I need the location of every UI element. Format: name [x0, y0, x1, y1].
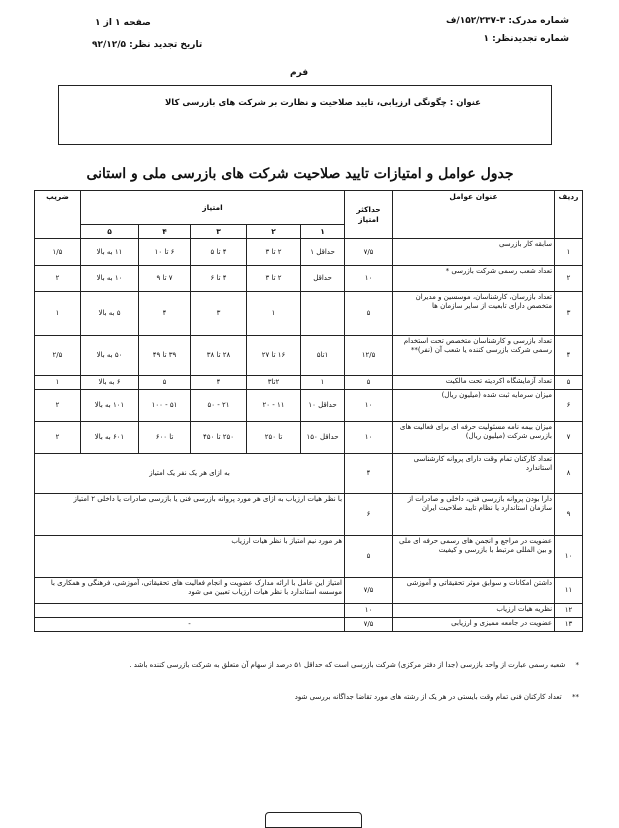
factor-title: تعداد آزمایشگاه اکردیته تحت مالکیت: [393, 376, 555, 390]
coefficient: ۲: [35, 390, 81, 422]
factor-title: عضویت در مراجع و انجمن های رسمی حرفه ای ملی و بین المللی مرتبط با بازرسی و کیفیت: [393, 536, 555, 578]
level-4-cell: ۷ تا ۹: [139, 266, 191, 292]
header-coefficient: ضریب: [35, 191, 81, 239]
coefficient: ۱: [35, 376, 81, 390]
subject-box: [58, 85, 552, 145]
header-level-1: ۱: [301, 225, 345, 239]
table-row: [35, 604, 583, 618]
level-2-cell: ۱۱ - ۲۰: [247, 390, 301, 422]
level-3-cell: ۲۵۰ تا ۴۵۰: [191, 422, 247, 454]
table-row: [35, 422, 583, 454]
level-1-cell: ۱تا۵: [301, 336, 345, 376]
level-5-cell: ۵۰ به بالا: [81, 336, 139, 376]
doc-number: شماره مدرک: ۳-۱۵۲/۲۳۷/ف: [445, 16, 569, 26]
factor-title: عضویت در جامعه ممیزی و ارزیابی: [393, 618, 555, 632]
level-2-cell: تا ۲۵۰: [247, 422, 301, 454]
level-4-cell: تا ۶۰۰: [139, 422, 191, 454]
level-3-cell: ۴ تا ۵: [191, 239, 247, 266]
level-1-cell: حداقل: [301, 266, 345, 292]
table-row: [35, 390, 583, 422]
factor-title: داشتن امکانات و سوابق موثر تحقیقاتی و آموزشی: [393, 578, 555, 604]
level-4-cell: ۶ تا ۱۰: [139, 239, 191, 266]
row-no: ۱۳: [555, 618, 583, 632]
level-2-cell: ۱: [247, 292, 301, 336]
level-5-cell: ۶ به بالا: [81, 376, 139, 390]
form-label: فرم: [290, 68, 309, 78]
table-row: [35, 292, 583, 336]
footnote-mark: *: [575, 661, 579, 669]
row-no: ۱۲: [555, 604, 583, 618]
table-row: [35, 578, 583, 604]
level-3-cell: ۲۸ تا ۳۸: [191, 336, 247, 376]
revision-date: تاریخ تجدید نظر: ۹۲/۱۲/۵: [92, 40, 203, 50]
factor-title: دارا بودن پروانه بازرسی فنی، داخلی و صادرات از سازمان استاندارد یا نظام تایید صلاحیت ایران: [393, 494, 555, 536]
row-no: ۱۱: [555, 578, 583, 604]
level-2-cell: ۱۶ تا ۲۷: [247, 336, 301, 376]
level-3-cell: ۲۱ - ۵۰: [191, 390, 247, 422]
table-row: [35, 336, 583, 376]
header-level-2: ۲: [247, 225, 301, 239]
header-factor: عنوان عوامل: [393, 191, 555, 239]
header-level-3: ۳: [191, 225, 247, 239]
coefficient: ۲: [35, 422, 81, 454]
row-no: ۱: [555, 239, 583, 266]
factor-title: تعداد کارکنان تمام وقت دارای پروانه کارشناسی استاندارد: [393, 454, 555, 494]
max-score: ۷/۵: [345, 239, 393, 266]
row-no: ۶: [555, 390, 583, 422]
level-4-cell: ۴: [139, 292, 191, 336]
coefficient: ۲/۵: [35, 336, 81, 376]
header-max-score: حداکثر امتیاز: [345, 191, 393, 239]
max-score: ۱۰: [345, 390, 393, 422]
score-note: هر مورد نیم امتیاز با نظر هیات ارزیاب: [35, 536, 345, 578]
max-score: ۱۰: [345, 266, 393, 292]
max-score: ۶: [345, 494, 393, 536]
row-no: ۹: [555, 494, 583, 536]
level-4-cell: ۵۱ - ۱۰۰: [139, 390, 191, 422]
table-row: [35, 239, 583, 266]
row-no: ۱۰: [555, 536, 583, 578]
header-score: امتیاز: [81, 191, 345, 225]
max-score: ۱۰: [345, 422, 393, 454]
level-5-cell: ۶۰۱ به بالا: [81, 422, 139, 454]
factor-title: سابقه کار بازرسی: [393, 239, 555, 266]
page-number: صفحه ۱ از ۱: [95, 18, 151, 28]
max-score: ۵: [345, 292, 393, 336]
max-score: ۷/۵: [345, 578, 393, 604]
level-1-cell: حداقل ۱۰: [301, 390, 345, 422]
table-row: [35, 376, 583, 390]
factor-title: تعداد شعب رسمی شرکت بازرسی *: [393, 266, 555, 292]
level-5-cell: ۱۰ به بالا: [81, 266, 139, 292]
row-no: ۲: [555, 266, 583, 292]
header-level-5: ۵: [81, 225, 139, 239]
table-row: [35, 618, 583, 632]
level-1-cell: حداقل ۱: [301, 239, 345, 266]
level-5-cell: ۱۱ به بالا: [81, 239, 139, 266]
footnote-text: شعبه رسمی عبارت از واحد بازرسی (جدا از دفتر مرکزی) شرکت بازرسی است که حداقل ۵۱ درصد از سهام آن متعلق به شرکت بازرسی کننده باشد .: [129, 661, 566, 669]
row-no: ۸: [555, 454, 583, 494]
factor-title: تعداد بازرسان، کارشناسان، موسسین و مدیران متخصص دارای تابعیت از سایر سازمان ها: [393, 292, 555, 336]
level-3-cell: ۴ تا ۶: [191, 266, 247, 292]
factor-title: میزان سرمایه ثبت شده (میلیون ریال): [393, 390, 555, 422]
score-note: [35, 604, 345, 618]
table-row: [35, 536, 583, 578]
revision-number: شماره تجدیدنظر: ۱: [483, 34, 569, 44]
row-no: ۵: [555, 376, 583, 390]
level-2-cell: ۲ تا ۳: [247, 266, 301, 292]
table-row: [35, 494, 583, 536]
level-2-cell: ۲ تا ۳: [247, 239, 301, 266]
footnote-mark: **: [572, 693, 579, 701]
coefficient: ۲: [35, 266, 81, 292]
max-score: ۱۰: [345, 604, 393, 618]
max-score: ۴: [345, 454, 393, 494]
subject-text: عنوان : چگونگی ارزیابی، تایید صلاحیت و نظارت بر شرکت های بازرسی کالا: [164, 98, 481, 108]
level-5-cell: ۵ به بالا: [81, 292, 139, 336]
row-no: ۴: [555, 336, 583, 376]
footnote-1: [60, 660, 579, 671]
row-no: ۷: [555, 422, 583, 454]
factor-title: میزان بیمه نامه مسئولیت حرفه ای برای فعالیت های بازرسی شرکت (میلیون ریال): [393, 422, 555, 454]
footnote-2: [60, 692, 579, 703]
page-bottom-tab: [265, 812, 362, 828]
score-note: با نظر هیات ارزیاب به ازای هر مورد پروانه بازرسی فنی یا بازرسی صادرات یا داخلی ۲ امتیاز: [35, 494, 345, 536]
header-row-no: ردیف: [555, 191, 583, 239]
factor-title: نظریه هیات ارزیاب: [393, 604, 555, 618]
main-title: جدول عوامل و امتیازات تایید صلاحیت شرکت های بازرسی ملی و استانی: [86, 166, 514, 182]
table-row: [35, 266, 583, 292]
score-note: -: [35, 618, 345, 632]
coefficient: ۱: [35, 292, 81, 336]
level-1-cell: ۱: [301, 376, 345, 390]
level-3-cell: ۳: [191, 292, 247, 336]
row-no: ۳: [555, 292, 583, 336]
level-4-cell: ۵: [139, 376, 191, 390]
level-2-cell: ۲تا۳: [247, 376, 301, 390]
level-4-cell: ۳۹ تا ۴۹: [139, 336, 191, 376]
max-score: ۵: [345, 536, 393, 578]
level-5-cell: ۱۰۱ به بالا: [81, 390, 139, 422]
footnote-text: تعداد کارکنان فنی تمام وقت بایستی در هر یک از رشته های مورد تقاضا جداگانه بررسی شود: [294, 693, 562, 701]
score-note: به ازای هر یک نفر یک امتیاز: [35, 454, 345, 494]
level-1-cell: حداقل ۱۵۰: [301, 422, 345, 454]
score-note: امتیاز این عامل با ارائه مدارک عضویت و انجام فعالیت های تحقیقاتی، آموزشی، فرهنگی و همکاری با موسسه استاندارد با نظر هیات ارزیاب تعیین می شود: [35, 578, 345, 604]
factor-title: تعداد بازرسی و کارشناسان متخصص تحت استخدام رسمی شرکت بازرسی کننده یا شعب آن (نفر)**: [393, 336, 555, 376]
coefficient: ۱/۵: [35, 239, 81, 266]
factors-table: [34, 190, 583, 632]
max-score: ۵: [345, 376, 393, 390]
table-row: [35, 454, 583, 494]
max-score: ۷/۵: [345, 618, 393, 632]
level-1-cell: [301, 292, 345, 336]
max-score: ۱۲/۵: [345, 336, 393, 376]
header-level-4: ۴: [139, 225, 191, 239]
level-3-cell: ۴: [191, 376, 247, 390]
